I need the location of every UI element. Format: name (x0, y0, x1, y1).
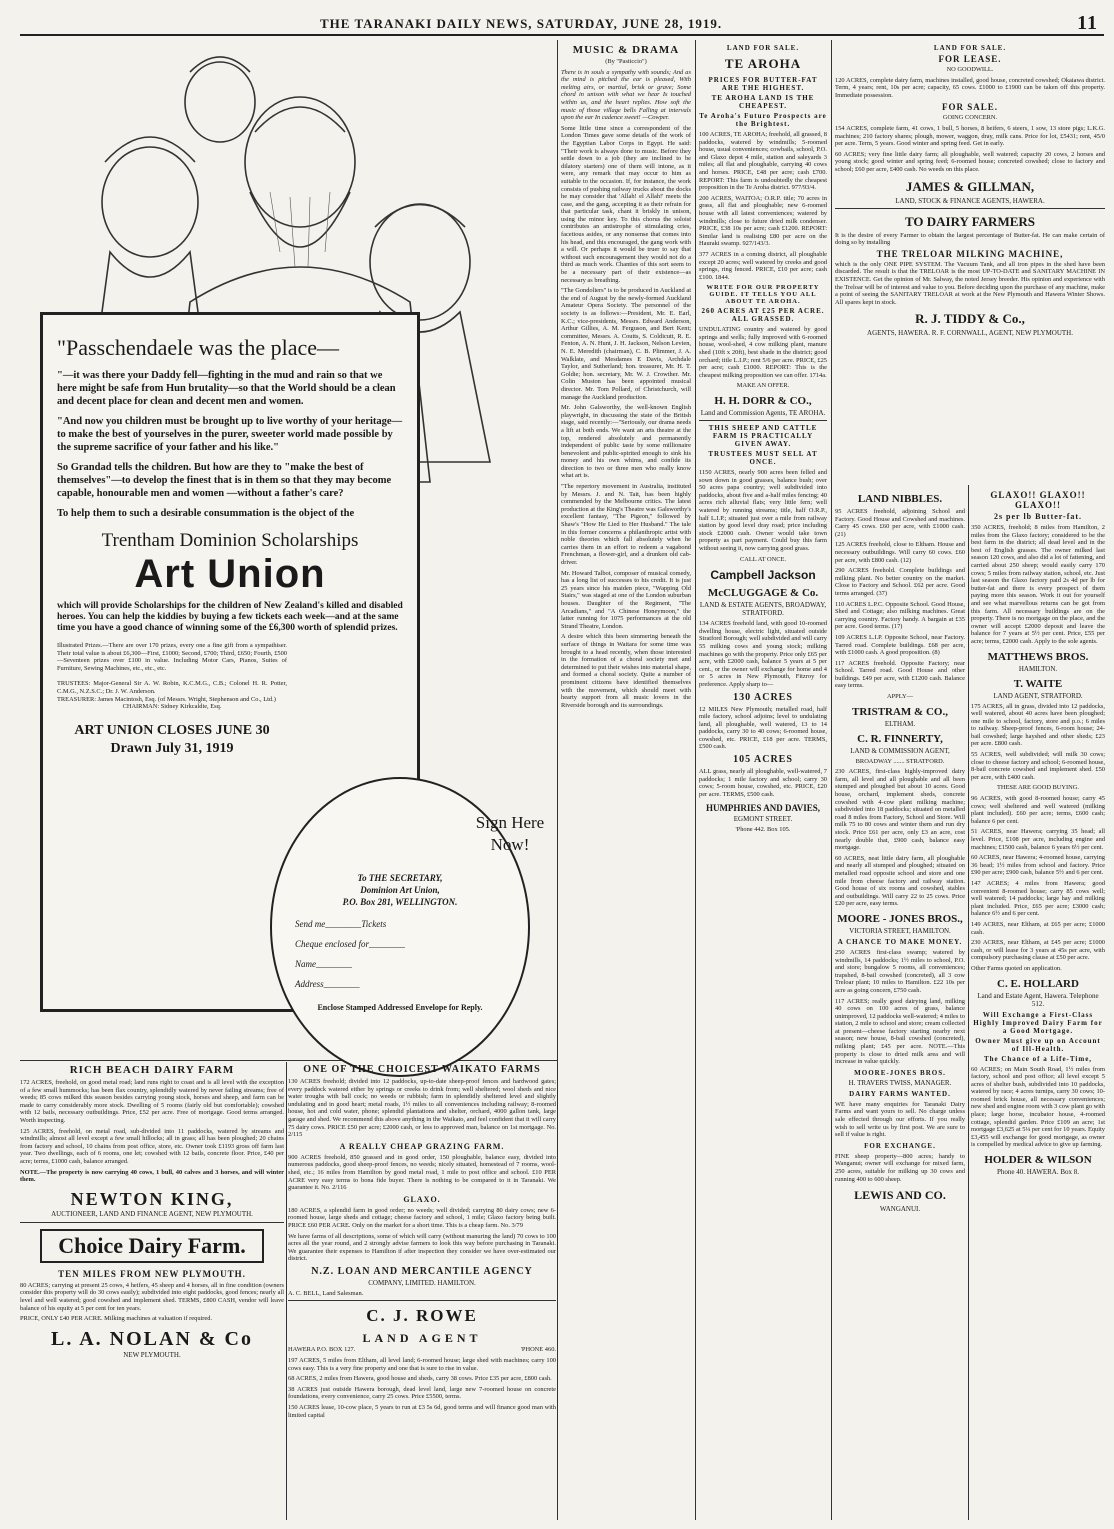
choice-dairy-title: Choice Dairy Farm. (40, 1229, 264, 1263)
column-rule (286, 1062, 287, 1520)
newspaper-title: THE TARANAKI DAILY NEWS, SATURDAY, JUNE 28, 1919. (320, 16, 723, 31)
name-field[interactable]: Name________ (295, 959, 352, 969)
section-rule (699, 420, 827, 421)
draw-date: Drawn July 31, 1919 (110, 740, 234, 756)
te-aroha-slogan: TE AROHA LAND IS THE CHEAPEST. (711, 94, 815, 110)
coupon-to: To THE SECRETARY, (357, 873, 443, 883)
listing-heading: The Chance of a Life-Time, (983, 1054, 1093, 1063)
agent-name: McCLUGGAGE & Co. (707, 587, 819, 600)
advert-paragraph: which will provide Scholarships for the children of New Zealand's killed and disabled heroes. You can help the kiddies by buying a few tickets each week—and at the same time you have a good chance of winning some of the £6,300 worth of splendid prizes. (57, 601, 403, 633)
section-subheading: TEN MILES FROM NEW PLYMOUTH. (58, 1268, 246, 1279)
listing-heading: 130 ACRES (733, 691, 793, 703)
listing: 134 ACRES freehold land, with good 10-roomed dwelling house, electric light, situated outside Stratford Borough; well subdivided and will carry 55 milking cows and young stock; milking machines go with the property. Price only £65 per acre, with £2000 cash, balance 5 years at 5 per cent., or the owner will exchange for home and 4 or 5 acres in New Plymouth, Fitzroy for preference. Apply sharp to— (699, 620, 827, 688)
envelope-note: Enclose Stamped Addressed Envelope for Reply. (317, 1003, 483, 1012)
listing: 60 ACRES; on Main South Road, 1½ miles from factory, school and post office; all level except 5 acres of shelter bush, subdivided into 10 paddocks, watered by race; 4 acres turnips, carry 30 cows; 10-roomed brick house, all necessary conveniences; new shed and engine room with 3 cow plant go with place; large horse, incubator house, 4-roomed cottage, splendid garden. Price £109 an acre; 1st mortgage £3,625 at 5¼ per cent for 10 years. Equity £3,455 will exchange for good mortgage, as owner is compelled by medical advice to give up farming. (971, 1065, 1105, 1149)
article-paragraph: Some little time since a correspondent of the London Times gave some details of the work of the Egyptian Labor Corps in Egypt. He said: "Their work is always done to music. Before they settle down to a job (they are inclined to be dilatory starters) one of them will intone, as it were, any remark that may occur to him as suitable to the occasion. If, for instance, the work consists of pushing railway trucks about the docks he may consider that 'Allah! el Allah!' meets the case, and the gang, accepting it as their refrain for that particular task, chant it briskly in unison, using the minor key. To this chorus the soloist contributes an antistrophe of stimulating cries, facetious asides, or any nonsense that comes into his head, and this encouraged, the gang work with a will. Or perhaps it would be truer to say that without such encouragement they would not do a third as much work. Chanties of this sort seem to be a necessary part of their existence—as necessary as breathing. (561, 124, 691, 284)
listing: 117 ACRES freehold. Opposite Factory; near School. Tarred road. Good House and other buildings. £49 per acre, with £1200 cash. Balance easy terms. (835, 659, 965, 690)
agent-details: VICTORIA STREET, HAMILTON. (849, 926, 951, 935)
agent-name: MOORE-JONES BROS. (854, 1068, 946, 1077)
agent-name: C. J. ROWE (366, 1306, 478, 1326)
listing: ALL grass, nearly all ploughable, well-watered, 7 paddocks; 1 mile factory and school; carry 30 cows; 5-room house, cowshed, etc. PRICE, £20 per acre. TERMS, £500 cash. (699, 768, 827, 798)
advert-paragraph: To help them to such a desirable consummation is the object of the (57, 508, 355, 519)
listing-heading: TRUSTEES MUST SELL AT ONCE. (708, 450, 818, 467)
listing: 350 ACRES, freehold; 8 miles from Hamilton, 2 miles from the Glaxo factory; considered to be the best farm in the district; all dead level and in the best of English grasses. The owner milked last season 120 cows, and also did a lot of fattening, and carried about 250 sheep; would easily carry 170 cows; 5 miles from railway station, school, etc. Just last season the Glaxo factory paid 2s 4d per lb for butter-fat and there is every prospect of them paying more this season. Work it out for yourself and see what marvellous returns can be got from this farm. All necessary buildings are on the property. There is no mortgage on the place, and the owner will accept £2000 deposit and leave the balance for 7 years at 5½ per cent. Price, £55 per acre; terms, £2000 cash. Apply to the sole agents. (971, 524, 1105, 645)
listing-note: Other Farms quoted on application. (971, 964, 1062, 972)
listing: 96 ACRES, with good 8-roomed house; carry 45 cows; well sheltered and well watered (milking plant included). £60 per acre; terms, £600 cash; balance 6 per cent. (971, 795, 1105, 825)
price-note: PRICE, ONLY £40 PER ACRE. Milking machines at valuation if required. (20, 1315, 213, 1323)
te-aroha-slogan: Te Aroha's Futuro Prospects are the Brightest. (699, 112, 827, 128)
listing: 197 ACRES, 5 miles from Eltham, all level land; 6-roomed house; large shed with machines; carry 100 cows easy. This is a very fine property and one that is sure to rise in value. (288, 1357, 556, 1372)
column-rule (968, 485, 969, 1520)
te-aroha-title: TE AROHA (724, 56, 802, 71)
agent-name: HUMPHRIES AND DAVIES, (705, 803, 821, 814)
listing: 55 ACRES, well subdivided; will milk 30 cows; close to cheese factory and school; 6-roomed house, 8-bail concrete cowshed and implement shed. £50 per acre, with £400 cash. (971, 751, 1105, 781)
agent-contact (288, 1346, 556, 1354)
article-paragraph: A desire which this been simmering beneath the surface of things in Waitara for some time was brought to a head recently, when those interested in the formation of a choral society met and determined to put their wishes into material shape, and formed a choral society. Quite a number of prominent citizens have identified themselves with the movement, which should meet with hearty support from all music lovers in the Riverside borough and its surroundings. (561, 633, 691, 709)
listing-note: THESE ARE GOOD BUYING. (996, 784, 1079, 792)
listing-heading: 260 ACRES AT £25 PER ACRE. ALL GRASSED. (701, 307, 825, 324)
agent-name: JAMES & GILLMAN, (905, 178, 1035, 194)
note: NOTE.—The property is now carrying 40 cows, 1 bull, 40 calves and 3 horses, and will winter them. (20, 1168, 284, 1184)
treloar-product: THE TRELOAR MILKING MACHINE, (876, 248, 1064, 259)
listing: 149 ACRES, near Eltham, at £65 per acre; £1000 cash. (971, 920, 1105, 936)
agent-details: Land and Estate Agent, Hawera. Telephone 512. (977, 991, 1099, 1008)
section-rule (835, 208, 1105, 209)
land-for-sale-column (699, 42, 827, 1520)
listing-heading: FOR EXCHANGE. (864, 1141, 936, 1150)
listing: 154 ACRES, complete farm, 41 cows, 1 bull, 5 horses, 8 heifers, 6 steers, 1 sow, 13 store pigs; L.K.G. machines; 210 factory shares; plough, mower, waggon, dray, milk cans. Price for lot, £5431; rent, 45/0 per acre. Term, 5 years. Good winter and spring feed. Get in early. (835, 124, 1105, 148)
column-heading: MUSIC & DRAMA (572, 44, 680, 56)
listing: 180 ACRES, a splendid farm in good order; no weeds; well divided; carrying 80 dairy cows; new 6-roomed house, large sheds and cottage; cheese factory and school, 1 mile; Glaxo factory being built. PRICE £60 PER ACRE. Only on the market for a short time. This is a cheap farm. No. 3/79 (288, 1206, 556, 1229)
listing: 200 ACRES, WAITOA; O.R.P. title; 70 acres in grass, all flat and ploughable; new 6-roomed house with all latest conveniences; watered by windmills; close to future dried milk condenser. PRICE, £38 10s per acre; cash £1200. REPORT: Similar land is realising £80 per acre on the Hauraki swamp. 927/143/3. (699, 194, 827, 248)
listing-heading: FOR SALE. (941, 102, 998, 113)
art-union-advert (20, 42, 545, 1057)
column-rule (695, 40, 696, 1520)
agent-details: WANGANUI. (879, 1205, 921, 1214)
column-rule (557, 40, 558, 1520)
advert-paragraph: "—it was there your Daddy fell—fighting in the mud and rain so that we here might be safe from Hun brutality—so that the World should be a clean and decent place for clean and decent men and women. (57, 370, 396, 407)
column-heading: LAND NIBBLES. (857, 493, 943, 505)
listing: 60 ACRES, neat little dairy farm, all ploughable and nearly all stumped and ploughed; situated on metalled road opposite school and store and one mile from cheese factory and railway station. Good house of six rooms and cowshed, stables and outbuildings. Will carry 22 to 25 cows. Price £20 per acre, easy terms. (835, 854, 965, 908)
listing: 60 ACRES, near Hawera; 4-roomed house, carrying 36 head; 1½ miles from school and factory. Price £90 per acre; £900 cash, balance 5½ and 6 per cent. (971, 854, 1105, 877)
agent-details: EGMONT STREET. (733, 815, 793, 824)
listing: UNDULATING country and watered by good springs and wells; fully improved with 6-roomed house, wool-shed, 4 cow milking plant, manure shed (10ft x 20ft), best shade in the district; good orchard; title L.I.P.; rent 5/6 per acre. PRICE, £25 per acre; cash £1000. REPORT: This is the cheapest milking proposition we can offer. 1714a. (699, 326, 827, 379)
listing: FINE sheep property—800 acres; handy to Wanganui; owner will exchange for mixed farm, 250 acres, suitable for milking up 30 cows and running 400 to 600 sheep. (835, 1152, 965, 1183)
listing: 150 ACRES lease, 10-cow place, 5 years to run at £3 5s 6d, good terms and will finance good man with limited capital (288, 1404, 556, 1419)
listing: 900 ACRES freehold, 850 grassed and in good order, 150 ploughable, balance easy, divided into numerous paddocks, good sheep-proof fences, no weeds; nicely situated, homestead of 7 rooms, wool-shed, etc.; 16 miles from Hamilton by good metal road, 1 mile to post office and school. £10 PER ACRE very easy terms to bona fide buyer. There is nothing to be compared to it in Taranaki. We guarantee it. No. 2/116 (288, 1153, 556, 1192)
tickets-field[interactable]: Send me________Tickets (295, 919, 387, 929)
listing: 125 ACRES freehold, close to Eltham. House and necessary outbuildings. Will carry 60 cows. £60 per acre, with £800 cash. (12) (835, 541, 965, 564)
agent-address: BROADWAY ....... STRATFORD. (855, 757, 945, 765)
section-rule (288, 1300, 556, 1301)
column-subheading: 2s per lb Butter-fat. (993, 512, 1083, 521)
column-heading: LAND FOR SALE. (726, 44, 800, 52)
lease-sale-panel (835, 42, 1105, 482)
listing-heading: Will Exchange a First-Class Highly Improved Dairy Farm for a Good Mortgage. (973, 1010, 1103, 1035)
listing: 110 ACRES L.P.C. Opposite School. Good House, Shed and Cottage; also milking machines. Great carrying country. Factory handy. A bargain at £35 per acre. Good terms. (17) (835, 600, 965, 631)
listing: 109 ACRES L.I.P. Opposite School, near Factory. Tarred road. Complete buildings. £68 per acre, with £1000 cash. A good proposition. (8) (835, 633, 965, 657)
salesman: A. C. BELL, Land Salesman. (288, 1289, 364, 1297)
advert-paragraph: "And now you children must be brought up to live worthy of your heritage—to make the best of yourselves in the purer, sweeter world made possible by the supreme sacrifice of your father and his like." (57, 416, 403, 453)
agent-details: ELTHAM. (884, 719, 916, 728)
poem: There is in souls a sympathy with sounds; And as the mind is pitched the ear is pleased, With melting airs, or martial, brisk or grave; Some chord in unison with what we hear Is touched within us, and the heart replies. How soft the music of those village bells Falling at intervals upon the ear In cadence sweet! —Cowper. (561, 68, 691, 122)
agent-title: LAND AGENT (362, 1331, 482, 1346)
agent-name: T. WAITE (1013, 677, 1063, 690)
listing: 172 ACRES, freehold, on good metal road; land runs right to coast and is all level with the exception of a few small hummocks; has been flax country, splendidly watered by never failing streams; free of weeds; 85 cows milked this season besides carrying young stock, horses and sheep, and farm can be made to carry considerably more stock. Dwelling of 5 rooms (fairly old but comfortable); cowshed with 12 bails, necessary outbuildings. Price, £52 per acre. Free of mortgage. Good terms arranged. Worth inspecting. (20, 1079, 284, 1124)
listing-heading: FOR LEASE. (938, 54, 1002, 64)
call-note: CALL AT ONCE. (740, 555, 786, 563)
listing: WE have many enquiries for Taranaki Dairy Farms and want yours to sell. No charge unless sale effected through our efforts. If you really wish to sell write us by first post. We are sure to sell if value is right. (835, 1100, 965, 1139)
listing-subheading: NO GOODWILL. (946, 66, 994, 73)
agent-details: LAND & COMMISSION AGENT, (850, 746, 950, 755)
listing-heading: THIS SHEEP AND CATTLE FARM IS PRACTICALLY GIVEN AWAY. (708, 424, 818, 449)
agent-name: C. E. HOLLARD (997, 977, 1079, 990)
section-rule (20, 1060, 557, 1061)
treloar-heading: TO DAIRY FARMERS (904, 213, 1036, 229)
treasurer-text: TREASURER: James Macintosh, Esq. (of Messrs. Wright, Stephenson and Co., Ltd.) (57, 695, 276, 703)
agent-name: H. H. DORR & CO., (714, 395, 812, 408)
agent-details: AUCTIONEER, LAND AND FINANCE AGENT, NEW PLYMOUTH. (51, 1209, 253, 1218)
article-paragraph: "The Gondoliers" is to be produced in Auckland at the end of August by the newly-formed Auckland Amateur Opera Society. The personnel of the society is as follows:—President, Mr. E. Earl, K.C.; vice-presidents, Messrs. Edward Anderson, Arthur Gillies, A. M. Ferguson, and Bert Kent; committee, Messrs. A. Coutts, S. Coldicutt, R. E. Fenton, A. N. Hunt, J. H. Jackson, Nelson Levien, N. E. Meredith (chairman), C. B. Plimmer, J. A. Walklate, and Mesdames E Davis, Archdale Taylor, and Sutherland; hon. treasurer, Mr. H. T. Goldie; hon. secretary, Mr. W. J. Crowther. Mr. Colin Muston has been appointed musical director. Mr. Tom Pollard, of Christchurch, will manage the Auckland production. (561, 287, 691, 401)
advert-headline: "Passchendaele was the place— (57, 335, 340, 360)
listing: 95 ACRES freehold, adjoining School and Factory. Good House and Cowshed and machines. Carry 45 cows. £60 per acre, with £1000 cash. (21) (835, 508, 965, 538)
column-heading: GLAXO!! GLAXO!! GLAXO!! (990, 490, 1086, 510)
music-drama-column (561, 42, 691, 1520)
art-union-title: Art Union (134, 552, 326, 596)
listing-heading: DAIRY FARMS WANTED. (849, 1089, 951, 1098)
listing: 230 ACRES, first-class highly-improved dairy farm, all level and all ploughable and all been stumped and ploughed but about 10 acres. Good house, orchard, implement sheds, concrete cowshed with 4-cow plant milking machine; subdivided into 18 paddocks; situated on metalled road 8 miles from Factory, School and Store. Will milk 75 to 80 cows and winter them and run dry stock. Price £61 per acre, only £3 an acre, cost nearly double that, £900 cash, balance easy mortgage. (835, 768, 965, 852)
treloar-body: which is the only ONE PIPE SYSTEM. The Vacuum Tank, and all iron pipes in the shed have been discarded. The result is that the TRELOAR is the most UP-TO-DATE and SANITARY MACHINE IN EXISTENCE. Get the opinion of Mr. Salway, the noted Jersey breeder. His opinion and experience with the Treloar will be of interest and value to you. Before deciding upon the purchase of any machine, make a point of seeing the SANITARY TRELOAR at work at the New Plymouth and Hawera Winter Shows. All spares kept in stock. (835, 260, 1105, 306)
treloar-intro: It is the desire of every Farmer to obtain the largest percentage of Butter-fat. He can make certain of doing so by installing (835, 231, 1105, 247)
article-paragraph: "The repertory movement in Australia, instituted by Messrs. J. and N. Tait, has been highly commended by the Melbourne critics. The latest production at the King's Theatre was Galsworthy's excellent fantasy, "The Pigeon," followed by Shaw's "How He Lied to Her Husband." The tale in this former concerns a philanthropic artist with noble theories which fall absolutely when he carries them in an effort to redeem a vagabond Frenchman, a flower-girl, and a drunken old cab-driver. (561, 483, 691, 566)
listing: 60 ACRES; very fine little dairy farm; all ploughable, well watered; capacity 20 cows, 2 horses and young stock; good winter and spring feed; 6-roomed house; concreted cowshed; close to factory and school; £60 per acre, £400 cash. No weeds on this place. (835, 150, 1105, 173)
article-paragraph: Mr. John Galsworthy, the well-known English playwright, in discussing the state of the British stage, said recently:—"Seriously, our drama needs a lift at both ends. We want an arts theatre at the top, rendered absolutely and permanently independent of public taste by some millionaire benevolent and public-spirited enough to sink his money and his own whims, and confide its direction to two or three men who really know what art is. (561, 404, 691, 480)
agent-details: H. TRAVERS TWISS, MANAGER. (848, 1078, 952, 1087)
section-heading: ONE OF THE CHOICEST WAIKATO FARMS (303, 1064, 541, 1075)
agent-name: HOLDER & WILSON (984, 1154, 1092, 1167)
section-subheading: GLAXO. (403, 1194, 441, 1204)
land-nibbles-column (835, 488, 965, 1520)
listing: 1150 ACRES, nearly 900 acres been felled and sown down in good grasses, balance bush; over 50 acres papa country; well subdivided into paddocks, about five and a-half miles fencing; 40 acres rich alluvial flats; very little fern; well watered by running streams; title, half O.R.P., half L.I.P.; situated just over a mile from railway station by good level dray road; price including stock £2000 cash. Owner would take town property as part payment. Could buy this farm without seeing it, now carrying good grass. (699, 469, 827, 552)
advert-paragraph: So Grandad tells the children. But how are they to "make the best of themselves"—to develop the finest that is in them so that they may become capable, honourable men and women —without a father's care? (57, 462, 392, 499)
page-number: 11 (1077, 12, 1098, 34)
agent-details: LAND, STOCK & FINANCE AGENTS, HAWERA. (895, 196, 1045, 205)
listing: 80 ACRES; carrying at present 25 cows, 4 heifers, 45 sheep and 4 horses, all in fine condition (owners consider this property will do 30 cows easily); subdivided into eight paddocks, good fences; nearly all level and well watered; good cowshed and implement shed. TERMS, £800 CASH, vendor will leave balance of his equity at 5 per cent for ten years. (20, 1281, 284, 1312)
scholarship-name: Trentham Dominion Scholarships (101, 530, 359, 551)
te-aroha-slogan: PRICES FOR BUTTER-FAT ARE THE HIGHEST. (708, 76, 818, 92)
agent-details: COMPANY, LIMITED. HAMILTON. (368, 1278, 476, 1287)
agent-name: Campbell Jackson (710, 568, 816, 583)
listing: 100 ACRES, TE AROHA; freehold, all grassed, 8 paddocks, watered by windmills; 5-roomed house, usual conveniences; cowbails, school, P.O. and Glaxo depot 4 mile, station and saleyards 3 miles; all flat and ploughable, carrying 40 cows and horses. PRICE, £48 per acre; cash £700. REPORT: This farm is undoubtedly the cheapest proposition in the Te Aroha district. 977/93/4. (699, 131, 827, 192)
listing-heading: Owner Must give up on Account of Ill-Health. (975, 1036, 1101, 1053)
listing: 68 ACRES, 2 miles from Hawera, good house and sheds, carry 38 cows. Price £35 per acre, £800 cash. (288, 1375, 552, 1383)
phone-number: 'PHONE 460. (520, 1346, 556, 1354)
listing: 51 ACRES, near Hawera; carrying 35 head; all level. Price, £108 per acre, including engine and machines; £1500 cash, balance 6 years 6½ per cent. (971, 828, 1105, 851)
waikato-advert (288, 1062, 556, 1522)
column-rule (831, 40, 832, 1520)
sign-here-callout: Sign Here Now! (475, 813, 545, 854)
cheque-field[interactable]: Cheque enclosed for________ (295, 939, 405, 949)
apply-note: APPLY— (887, 693, 913, 701)
listing: 117 ACRES; really good dairying land, milking 40 cows on 100 acres of grass, balance unimproved, 12 paddocks well-watered; 4 miles to station, 2 mile to school and store; cream collected at present—cheese factory starting nearby next season; new house, 8-bail cowshed (concreted), milking plant; £45 per acre. NOTE.—This property is close to dried milk area and will increase in value quickly. (835, 997, 965, 1066)
listing: 250 ACRES first-class swamp; watered by windmills, 14 paddocks; 1½ miles to school, P.O. and store; bungalow 5 rooms, all conveniences; trapshed, 8-bail cowshed (concreted), all 3 cow Treloar plant; 10 miles to Hamilton. £22 10s per acre as going concern, £750 cash. (835, 948, 965, 994)
agent-name: L. A. NOLAN & Co (50, 1327, 253, 1350)
listing-heading: 105 ACRES (733, 754, 793, 766)
glaxo-column (971, 488, 1105, 1520)
agent-name: NEWTON KING, (70, 1188, 234, 1209)
agent-name: R. J. TIDDY & Co., (915, 311, 1025, 327)
agent-details: HAMILTON. (1018, 664, 1058, 673)
listing: 290 ACRES freehold. Complete buildings and milking plant. No better country on the market. Close to Factory and School. £62 per acre. Good terms arranged. (37) (835, 567, 965, 597)
agent-name: C. R. FINNERTY, (857, 732, 943, 745)
rich-beach-advert (20, 1062, 284, 1522)
listing: 125 ACRES, freehold, on metal road, sub-divided into 11 paddocks, watered by streams and windmills; almost all level except a few small hillocks; all in grass; all has been ploughed; 20 chains from factory and school, 10 chains from post office, store, etc. Owner took £1193 gross off farm last year. Two dwellings, each of 6 rooms, one let; cowshed with 12 bails, concrete floor. Price, £40 per acre; terms, £1000 cash, balance arranged. (20, 1127, 284, 1165)
agent-details: Land and Commission Agents, TE AROHA. (700, 409, 826, 418)
listing: 12 MILES New Plymouth; metalled road, half mile factory, school adjoins; level to undulating land, all ploughable, well watered, 13 to 14 paddocks, carry 30 to 40 cows; 6-roomed house, cowshed, etc. PRICE, £18 per acre. TERMS, £500 cash. (699, 705, 827, 751)
agent-details: LAND AGENT, STRATFORD. (993, 691, 1083, 700)
column-heading: LAND FOR SALE. (933, 44, 1007, 52)
coupon-text (295, 872, 505, 1014)
agent-name: MATTHEWS BROS. (987, 650, 1089, 663)
po-box: HAWERA P.O. BOX 127. (288, 1346, 356, 1354)
listing: 377 ACRES in a coming district, all ploughable except 20 acres; well watered by creeks and good springs, ring fenced. PRICE, £10 per acre; cash £100. 1844. (699, 250, 827, 281)
listing: We have farms of all descriptions, some of which will carry (without manuring the land) 70 cows to 100 acres all the year round, and 2 strongly advise farmers to look this way before purchasing in Taranaki. We guarantee their expenses to Hamilton if after inspection they consider we have over-estimated our district. (288, 1232, 556, 1263)
agent-name: TRISTRAM & CO., (852, 705, 948, 718)
coupon-address: P.O. Box 281, WELLINGTON. (342, 897, 458, 907)
article-paragraph: Mr. Howard Talbot, composer of musical comedy, has a long list of successes to his credit. It is just 25 years since his maiden piece, "Wapping Old Stairs," was staged at one of the London suburban houses. Daughter of the Regiment, "The Arcadians," and "A Chinese Honeymoon," the latter running for 1075 performances at the old Strand Theatre, London. (561, 569, 691, 630)
listing: 120 ACRES, complete dairy farm, machines installed, good house, concreted cowshed; Okaiawa district. Term, 4 years; rent, 10s per acre; capacity, 65 cows. £1000 to £1900 can be taken off this property. Immediate possession. (835, 76, 1105, 99)
trustees-text: TRUSTEES: Major-General Sir A. W. Robin, K.C.M.G., C.B.; Colonel H. R. Potter, C.M.G., N.Z.S.C.; Dr. J. W. Anderson. (57, 680, 287, 695)
listing: 38 ACRES just outside Hawera borough, dead level land, large new 7-roomed house on concrete foundations, every convenience, carry 25 cows. Price £5500, terms. (288, 1385, 556, 1401)
listing: 147 ACRES; 4 miles from Hawera; good convenient 8-roomed house; carry 85 cows well; well watered; 14 paddocks; large hay and milking plant included. Price, £65 per acre; £3000 cash; balance 6½ and 6 per cent. (971, 879, 1105, 918)
agent-details: LAND & ESTATE AGENTS, BROADWAY, STRATFORD. (699, 601, 827, 618)
guide-offer: WRITE FOR OUR PROPERTY GUIDE. IT TELLS YOU ALL ABOUT TE AROHA. (706, 284, 820, 306)
listing: 130 ACRES freehold; divided into 12 paddocks, up-to-date sheep-proof fences and hardwood gates; every paddock watered either by springs or creeks to drink from; well sheltered; wool sheds and nice water troughs with ball cock; no weeds or rubbish; farm in splendidly sheltered level and slightly undulating and in good heart; metal roads, 1½ miles to all conveniences including railway; 8-roomed house, hot and cold water, phone; splendid plantations and shelter, orchard, 4000 gallon tank, large garage and shed. We recommend this above anything in the Waikato, and feel confident that it will carry 75 dairy cows. PRICE £50 per acre; £2000 cash, or less to approved man, balance on 1st mortgage. No. 2/115 (288, 1078, 556, 1139)
agent-name: N.Z. LOAN AND MERCANTILE AGENCY (311, 1265, 533, 1277)
coupon-org: Dominion Art Union, (360, 885, 440, 895)
chairman-text: CHAIRMAN: Sidney Kirkcaldie, Esq. (122, 703, 222, 711)
listing: 230 ACRES, near Eltham, at £45 per acre; £1000 cash, or will lease for 3 years at 45s per acre, with compulsory purchasing clause at £50 per acre. (971, 939, 1105, 962)
byline: (By "Pasticcio") (605, 58, 647, 65)
listing-heading: A CHANCE TO MAKE MONEY. (837, 937, 963, 946)
agent-contact: 'Phone 442. Box 105. (735, 826, 791, 834)
section-rule (20, 1222, 284, 1223)
agent-details: Phone 40. HAWERA. Box 8. (996, 1168, 1080, 1177)
agent-name: LEWIS AND CO. (854, 1188, 946, 1203)
masthead (20, 10, 1104, 36)
prizes-text: Illustrated Prizes.—There are over 170 prizes, every one a fine gift from a sympathiser. Their total value is about £6,300—First, £1000; Second, £700; Third, £650; Fourth, £500—Seventeen prizes over £100 in value. Including Motor Cars, Pianos, Suites of Furniture, Sewing Machines, etc., etc., etc. (57, 642, 287, 672)
agent-name: MOORE - JONES BROS., (837, 912, 963, 925)
listing-subheading: GOING CONCERN. (942, 114, 998, 122)
agent-details: NEW PLYMOUTH. (123, 1350, 181, 1359)
agent-details: AGENTS, HAWERA. R. F. CORNWALL, AGENT, NEW PLYMOUTH. (867, 329, 1073, 338)
section-subheading: A REALLY CHEAP GRAZING FARM. (339, 1141, 505, 1151)
section-heading: RICH BEACH DAIRY FARM (69, 1064, 235, 1076)
make-offer: MAKE AN OFFER. (736, 382, 790, 390)
closing-date: ART UNION CLOSES JUNE 30 (74, 722, 270, 738)
listing: 175 ACRES, all in grass, divided into 12 paddocks, well watered, about 40 acres have been ploughed; one mile to school, factory, store and p.o.; 6 miles to railway. Sheep-proof fences, 6-room house; 24-bail cowshed; large hayshed and other sheds; £23 per acre. £800 cash. (971, 702, 1105, 748)
address-field[interactable]: Address________ (295, 979, 360, 989)
